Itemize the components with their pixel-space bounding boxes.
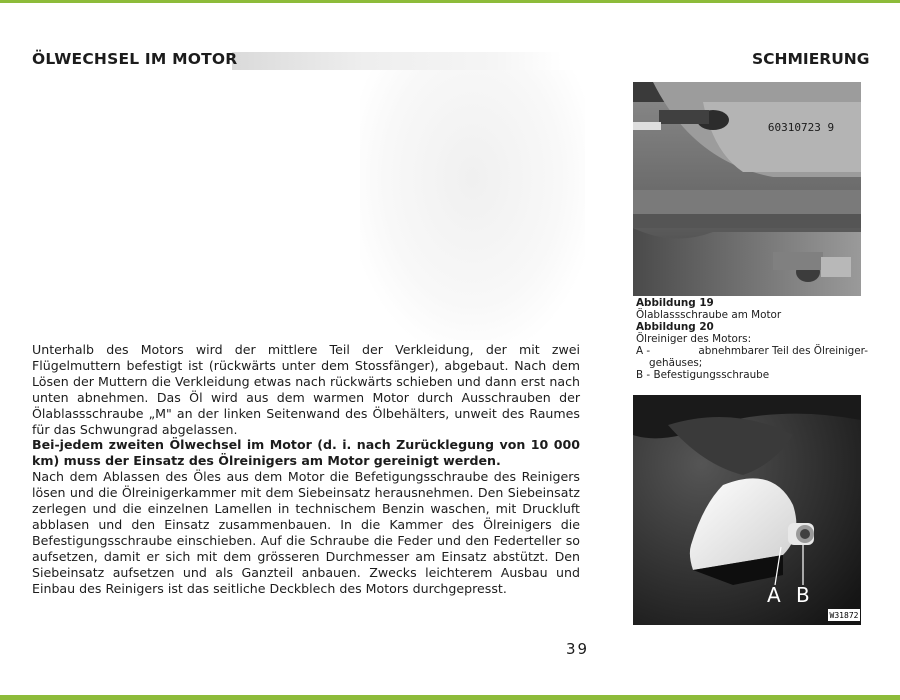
figure-corner-code: W31872 (829, 611, 859, 620)
figure-19-oil-drain-photo (633, 82, 861, 296)
bottom-border (0, 695, 900, 700)
page-number: 39 (566, 640, 590, 658)
section-title: ÖLWECHSEL IM MOTOR (32, 50, 238, 68)
figure-20-label: Abbildung 20 (636, 321, 714, 333)
body-text (32, 342, 580, 597)
paragraph-filter-procedure: Nach dem Ablassen des Öles aus dem Motor die Befetigungsschraube des Reinigers lösen und die Ölreinigerkammer mit dem Siebeinsatz herausnehmen. Den Siebeinsatz zerlegen und die einzelnen Lamellen in technischem Benzin waschen, mit Druckluft abblasen und den Einsatz zusammenbauen. In die Kammer des Ölreinigers die Befestigungsschraube einschieben. Auf die Schraube die Feder und den Federteller so aufsetzen, damit er sich mit dem grösseren Durchmesser am Einsatz abstützt. Den Siebeinsatz aufsetzen und als Ganzteil anbauen. Zwecks leichterem Ausbau und Einbau des Reinigers ist das seitliche Deckblech des Motors durchgepresst. (32, 469, 580, 596)
engine-serial-stamp: 60310723 9 (767, 121, 835, 134)
caption-item-b-letter: B - (636, 369, 651, 381)
caption-item-a-letter: A - (636, 345, 651, 357)
caption-item-b-text: Befestigungsschraube (653, 369, 770, 381)
figure-19-label: Abbildung 19 (636, 297, 714, 309)
chapter-title: SCHMIERUNG (752, 50, 870, 68)
paragraph-drain-procedure: Unterhalb des Motors wird der mittlere Teil der Verkleidung, der mit zwei Flügelmuttern befestigt ist (rückwärts unter dem Stossfänger), abgebaut. Nach dem Lösen der Muttern die Verkleidung etwas nach rückwärts schieben und dann erst nach unten abnehmen. Das Öl wird aus dem warmen Motor durch Ausschrauben der Ölablassschraube „M" an der linken Seitenwand des Ölbehälters, unweit des Raumes für das Schwungrad abgelassen. (32, 342, 580, 437)
scan-smudge (232, 52, 562, 70)
top-border (0, 0, 900, 3)
caption-item-a (636, 345, 868, 357)
figure-label-a: A (767, 583, 781, 607)
figure-20-caption: Ölreiniger des Motors: (636, 333, 752, 345)
caption-item-a-text: abnehmbarer Teil des Ölreiniger- (698, 345, 868, 357)
figure-captions (636, 297, 876, 381)
paragraph-filter-interval: Bei-jedem zweiten Ölwechsel im Motor (d. i. nach Zurücklegung von 10 000 km) muss der Einsatz des Ölreinigers am Motor gereinigt werden. (32, 437, 580, 469)
caption-item-a-continuation: gehäuses; (649, 357, 703, 369)
scan-bleed-through (360, 70, 585, 340)
figure-20-oil-filter-photo (633, 395, 861, 625)
figure-label-b: B (796, 583, 810, 607)
figure-19-caption: Ölablassschraube am Motor (636, 309, 782, 321)
caption-item-b (636, 369, 876, 381)
